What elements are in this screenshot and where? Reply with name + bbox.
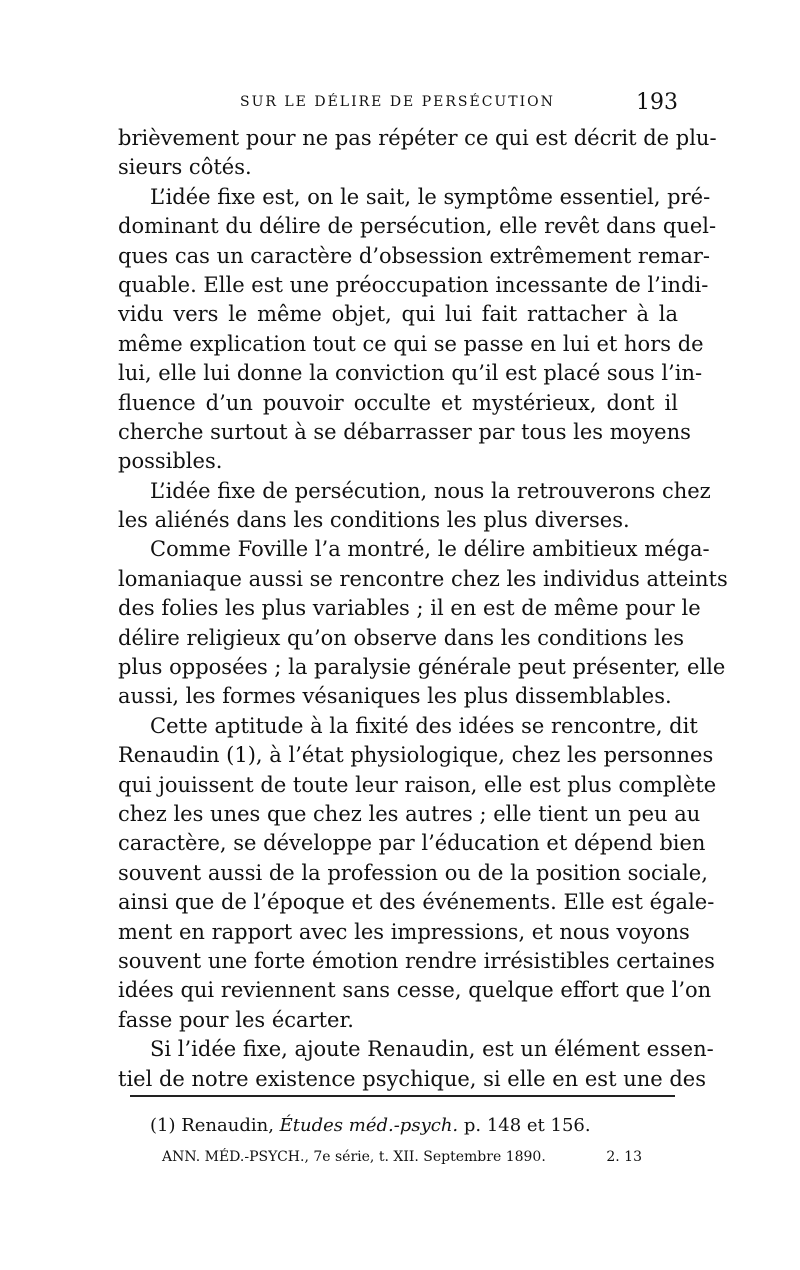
body-line: plus opposées ; la paralysie générale peut présenter, elle	[118, 655, 726, 680]
body-line: fasse pour les écarter.	[118, 1007, 354, 1032]
body-line: fluence d’un pouvoir occulte et mystérieux, dont il	[118, 390, 678, 415]
body-line: ment en rapport avec les impressions, et nous voyons	[118, 919, 690, 944]
body-line: quable. Elle est une préoccupation incessante de l’indi-	[118, 272, 709, 297]
body-line: possibles.	[118, 449, 223, 474]
body-line: Comme Foville l’a montré, le délire ambitieux méga-	[150, 537, 710, 562]
body-line: lui, elle lui donne la conviction qu’il est placé sous l’in-	[118, 361, 703, 386]
running-title: SUR LE DÉLIRE DE PERSÉCUTION	[240, 94, 555, 110]
body-line: cherche surtout à se débarrasser par tous les moyens	[118, 419, 691, 444]
body-line: Cette aptitude à la fixité des idées se rencontre, dit	[150, 713, 698, 738]
body-line: ques cas un caractère d’obsession extrêmement remar-	[118, 243, 710, 268]
body-line: les aliénés dans les conditions les plus diverses.	[118, 508, 630, 533]
footnote-author: (1) Renaudin,	[150, 1115, 280, 1136]
page-number: 193	[636, 90, 678, 115]
body-line: souvent une forte émotion rendre irrésistibles certaines	[118, 948, 715, 973]
body-line: L’idée fixe de persécution, nous la retrouverons chez	[150, 478, 711, 503]
footnote	[150, 1114, 670, 1138]
body-line: aussi, les formes vésaniques les plus dissemblables.	[118, 684, 672, 709]
running-head	[118, 92, 678, 118]
body-line: idées qui reviennent sans cesse, quelque effort que l’on	[118, 978, 712, 1003]
body-line: Si l’idée fixe, ajoute Renaudin, est un élément essen-	[150, 1037, 714, 1062]
body-line: brièvement pour ne pas répéter ce qui est décrit de plu-	[118, 126, 717, 150]
journal-signature: ANN. MÉD.-PSYCH., 7e série, t. XII. Septembre 1890.	[162, 1149, 546, 1165]
body-line: des folies les plus variables ; il en est de même pour le	[118, 596, 701, 621]
body-line: L’idée fixe est, on le sait, le symptôme essentiel, pré-	[150, 184, 711, 209]
body-line: souvent aussi de la profession ou de la position sociale,	[118, 860, 708, 885]
body-line: sieurs côtés.	[118, 155, 252, 180]
sheet-signature: 2. 13	[606, 1149, 642, 1165]
body-line: lomaniaque aussi se rencontre chez les individus atteints	[118, 566, 728, 591]
footnote-divider	[130, 1095, 675, 1097]
body-line: caractère, se développe par l’éducation et dépend bien	[118, 831, 706, 856]
body-line: chez les unes que chez les autres ; elle tient un peu au	[118, 801, 701, 826]
body-text	[118, 124, 728, 1094]
footnote-pages: p. 148 et 156.	[458, 1115, 591, 1136]
body-line: ainsi que de l’époque et des événements. Elle est égale-	[118, 890, 715, 915]
body-line: même explication tout ce qui se passe en lui et hors de	[118, 331, 704, 356]
body-line: qui jouissent de toute leur raison, elle est plus complète	[118, 772, 717, 797]
body-line: délire religieux qu’on observe dans les conditions les	[118, 625, 685, 650]
body-line: vidu vers le même objet, qui lui fait rattacher à la	[118, 302, 678, 327]
body-line: tiel de notre existence psychique, si elle en est une des	[118, 1066, 706, 1091]
body-line: dominant du délire de persécution, elle revêt dans quel-	[118, 214, 717, 239]
footnote-work-title: Études méd.-psych.	[279, 1115, 459, 1136]
body-line: Renaudin (1), à l’état physiologique, chez les personnes	[118, 743, 714, 768]
